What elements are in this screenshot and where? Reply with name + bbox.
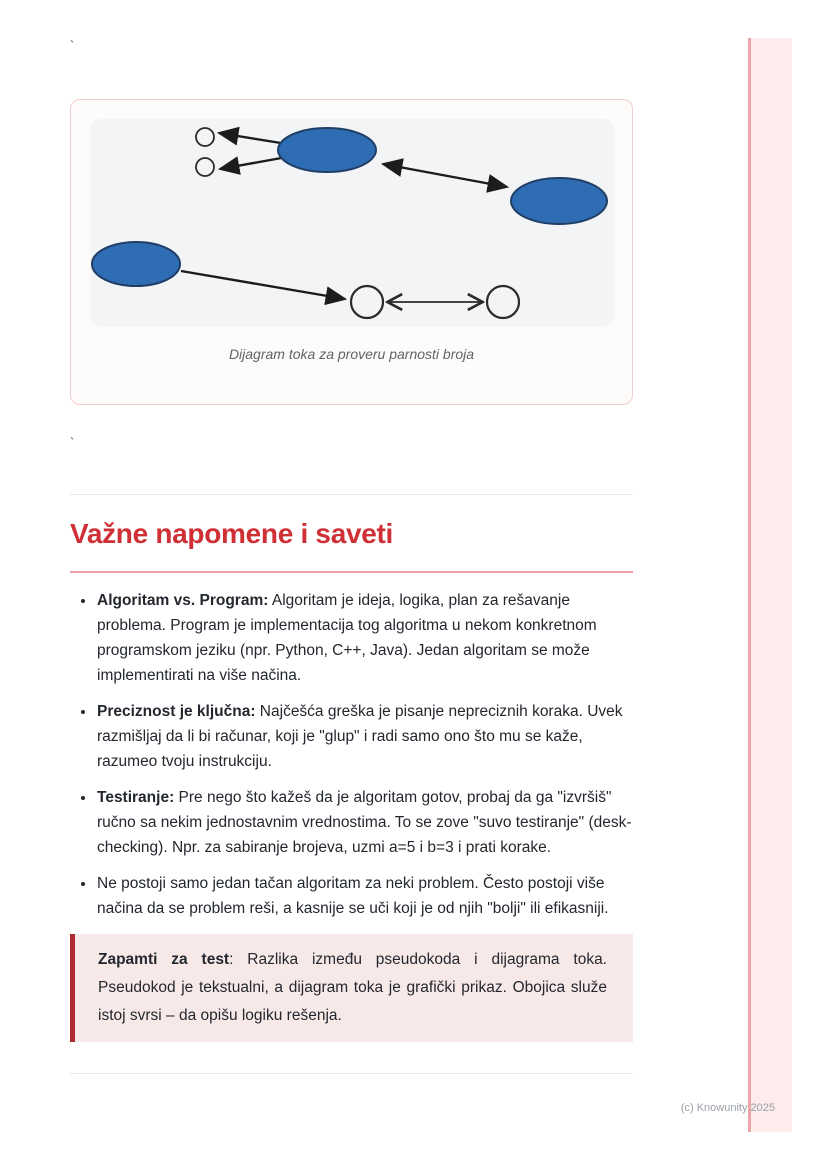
list-item-text: Algoritam je ideja, logika, plan za rešavanje problema. Program je implementacija tog algoritma u nekom konkretnom programskom jeziku (npr. Python, C++, Java). Jedan algoritam se može implementirati na više načina. <box>97 592 597 684</box>
callout-remember-box <box>70 934 633 1042</box>
figure-card <box>70 99 633 405</box>
figure-caption: Dijagram toka za proveru parnosti broja <box>228 346 475 362</box>
small-circle-node-1 <box>196 128 214 146</box>
section-heading: Važne napomene i saveti <box>70 518 394 549</box>
list-item-text: Ne postoji samo jedan tačan algoritam za neki problem. Često postoji više načina da se problem reši, a kasnije se uči koji je od njih "bolji" ili efikasniji. <box>97 875 609 917</box>
list-item <box>96 871 633 921</box>
list-item-text: Pre nego što kažeš da je algoritam gotov, probaj da ga "izvršiš" ručno sa nekim jednostavnim vrednostima. To se zove "suvo testiranje" (desk-checking). Npr. za sabiranje brojeva, uzmi a=5 i b=3 i prati korake. <box>97 789 632 856</box>
section-divider-bottom <box>70 1073 633 1074</box>
arrow-long-diagonal <box>181 271 345 299</box>
list-item-lead: Algoritam vs. Program: <box>97 592 269 609</box>
blue-ellipse-left <box>92 242 180 286</box>
list-item <box>96 699 633 774</box>
callout-text: : Razlika između pseudokoda i dijagrama toka. Pseudokod je tekstualni, a dijagram toka je grafički prikaz. Obojica služe istoj svrsi – da opišu logiku rešenja. <box>98 951 607 1024</box>
list-item-lead: Preciznost je ključna: <box>97 703 256 720</box>
small-circle-node-2 <box>196 158 214 176</box>
blue-ellipse-right <box>511 178 607 224</box>
list-item <box>96 588 633 688</box>
page-edge-stripe <box>748 38 792 1132</box>
blue-ellipse-top <box>278 128 376 172</box>
arrow-to-small-circle-2 <box>220 157 287 169</box>
stray-backtick-middle: ` <box>70 435 75 450</box>
footer-credit: (c) Knowunity 2025 <box>680 1102 775 1114</box>
list-item-text: Najčešća greška je pisanje nepreciznih koraka. Uvek razmišljaj da li bi računar, koji je "glup" i radi samo ono što mu se kaže, razumeo tvoju instrukciju. <box>97 703 623 770</box>
stray-backtick-top: ` <box>70 38 75 53</box>
flow-diagram-image <box>91 119 614 325</box>
heading-underline <box>70 571 633 573</box>
arrow-to-small-circle-1 <box>219 133 287 144</box>
bottom-circle-node-1 <box>351 286 383 318</box>
callout-lead: Zapamti za test <box>98 951 230 968</box>
notes-list <box>70 588 633 932</box>
bottom-circle-node-2 <box>487 286 519 318</box>
list-item <box>96 785 633 860</box>
list-item-lead: Testiranje: <box>97 789 175 806</box>
section-divider-top <box>70 494 633 495</box>
double-arrow-top <box>383 164 507 187</box>
flow-diagram-svg <box>91 119 614 325</box>
